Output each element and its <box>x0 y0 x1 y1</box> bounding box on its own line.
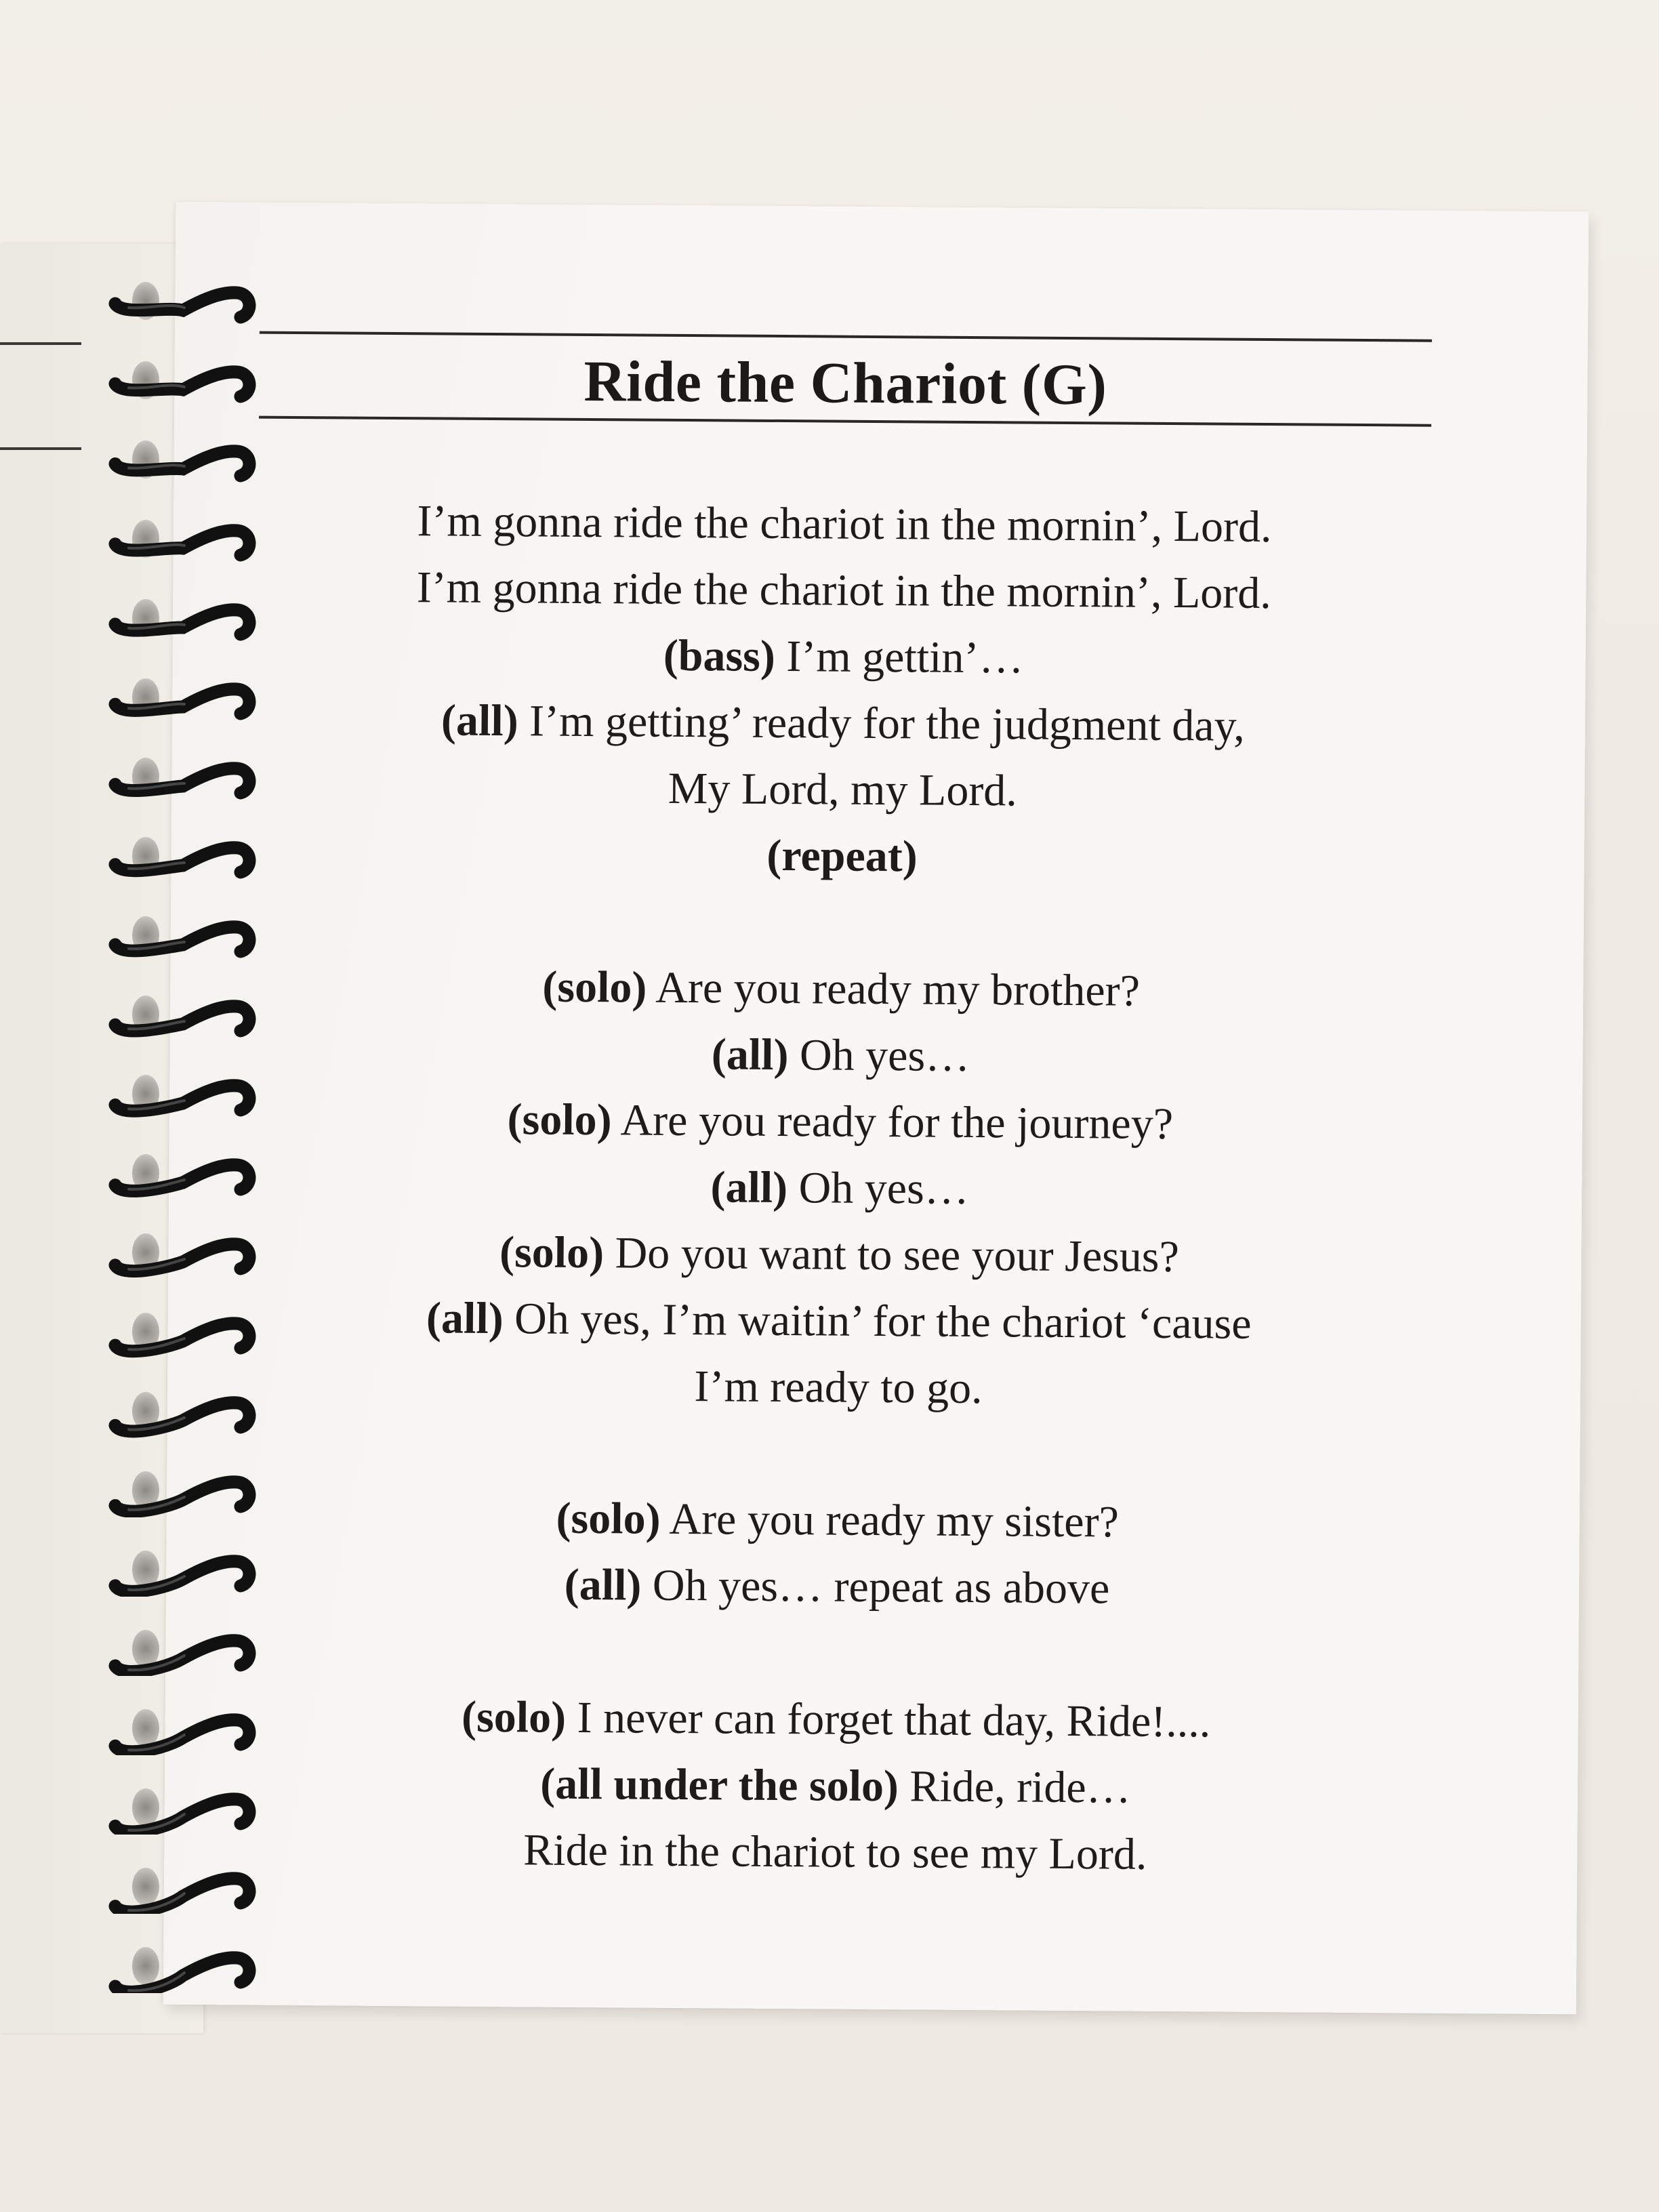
part-label: (solo) <box>499 1227 605 1278</box>
binding-coil <box>102 1784 258 1835</box>
lyric-line: I’m gonna ride the chariot in the mornin’, Lord. <box>417 496 1272 552</box>
binding-coil <box>102 1864 258 1914</box>
binding-coil <box>102 754 258 804</box>
binding-coil <box>102 1705 258 1755</box>
lyric-line: (solo) Are you ready my sister? <box>556 1493 1120 1547</box>
binding-coil <box>102 1467 258 1517</box>
stanza-gap <box>251 1417 1425 1492</box>
part-label: (solo) <box>461 1692 567 1742</box>
binding-coil <box>102 436 258 487</box>
part-label: (all) <box>710 1162 788 1213</box>
lyric-line: (all) Oh yes… repeat as above <box>564 1559 1110 1614</box>
stanza-gap <box>250 1616 1423 1691</box>
part-label: (solo) <box>556 1493 661 1544</box>
lyric-line: (solo) Are you ready my brother? <box>542 962 1141 1016</box>
binding-coil <box>102 516 258 566</box>
lyric-line: (bass) I’m gettin’… <box>663 630 1024 683</box>
binding-coil <box>102 912 258 962</box>
binding-coil <box>102 357 258 407</box>
binding-coil <box>102 833 258 883</box>
binding-coil <box>102 991 258 1042</box>
lyric-line: (all under the solo) Ride, ride… <box>540 1759 1131 1813</box>
part-label: (solo) <box>507 1094 612 1145</box>
repeat-instruction: (repeat) <box>766 830 918 882</box>
binding-coil <box>102 674 258 724</box>
part-label: (all) <box>711 1029 789 1080</box>
lyric-line: My Lord, my Lord. <box>668 763 1018 816</box>
title-top-rule <box>260 331 1432 342</box>
part-label: (bass) <box>663 630 776 681</box>
binding-coil <box>102 1547 258 1597</box>
lyric-line <box>255 819 1429 894</box>
binding-coil <box>102 278 258 328</box>
lyric-line: I’m ready to go. <box>694 1361 983 1414</box>
binding-coil <box>102 1388 258 1438</box>
lyrics-block <box>249 487 1431 1890</box>
part-label: (all) <box>564 1559 642 1610</box>
previous-page-rule <box>0 342 81 345</box>
lyric-line: (all) I’m getting’ ready for the judgment day, <box>441 695 1246 751</box>
stanza-gap <box>255 886 1429 960</box>
song-title: Ride the Chariot (G) <box>583 348 1107 417</box>
part-label: (all) <box>426 1293 504 1344</box>
lyric-line: Ride in the chariot to see my Lord. <box>523 1825 1147 1879</box>
lyric-line: (all) Oh yes, I’m waitin’ for the chariot ‘cause <box>426 1293 1252 1349</box>
lyric-line: (all) Oh yes… <box>710 1162 970 1214</box>
part-label: (solo) <box>542 962 647 1012</box>
lyric-line: (solo) Are you ready for the journey? <box>507 1094 1174 1149</box>
lyric-line: (all) Oh yes… <box>711 1029 970 1081</box>
lyric-line: (solo) I never can forget that day, Ride!.... <box>461 1692 1211 1747</box>
previous-page-rule <box>0 447 81 450</box>
lyric-line: I’m gonna ride the chariot in the mornin’, Lord. <box>416 562 1272 619</box>
part-label: (all) <box>441 695 518 746</box>
binding-coil <box>102 1626 258 1676</box>
binding-coil <box>102 1150 258 1200</box>
binding-coil <box>102 595 258 645</box>
binding-coil <box>102 1071 258 1121</box>
binding-coil <box>102 1943 258 1993</box>
songbook-page <box>163 202 1589 2014</box>
part-label: (all under the solo) <box>540 1759 899 1811</box>
binding-coil <box>102 1229 258 1279</box>
binding-coil <box>102 1309 258 1359</box>
lyric-line: (solo) Do you want to see your Jesus? <box>499 1227 1180 1282</box>
